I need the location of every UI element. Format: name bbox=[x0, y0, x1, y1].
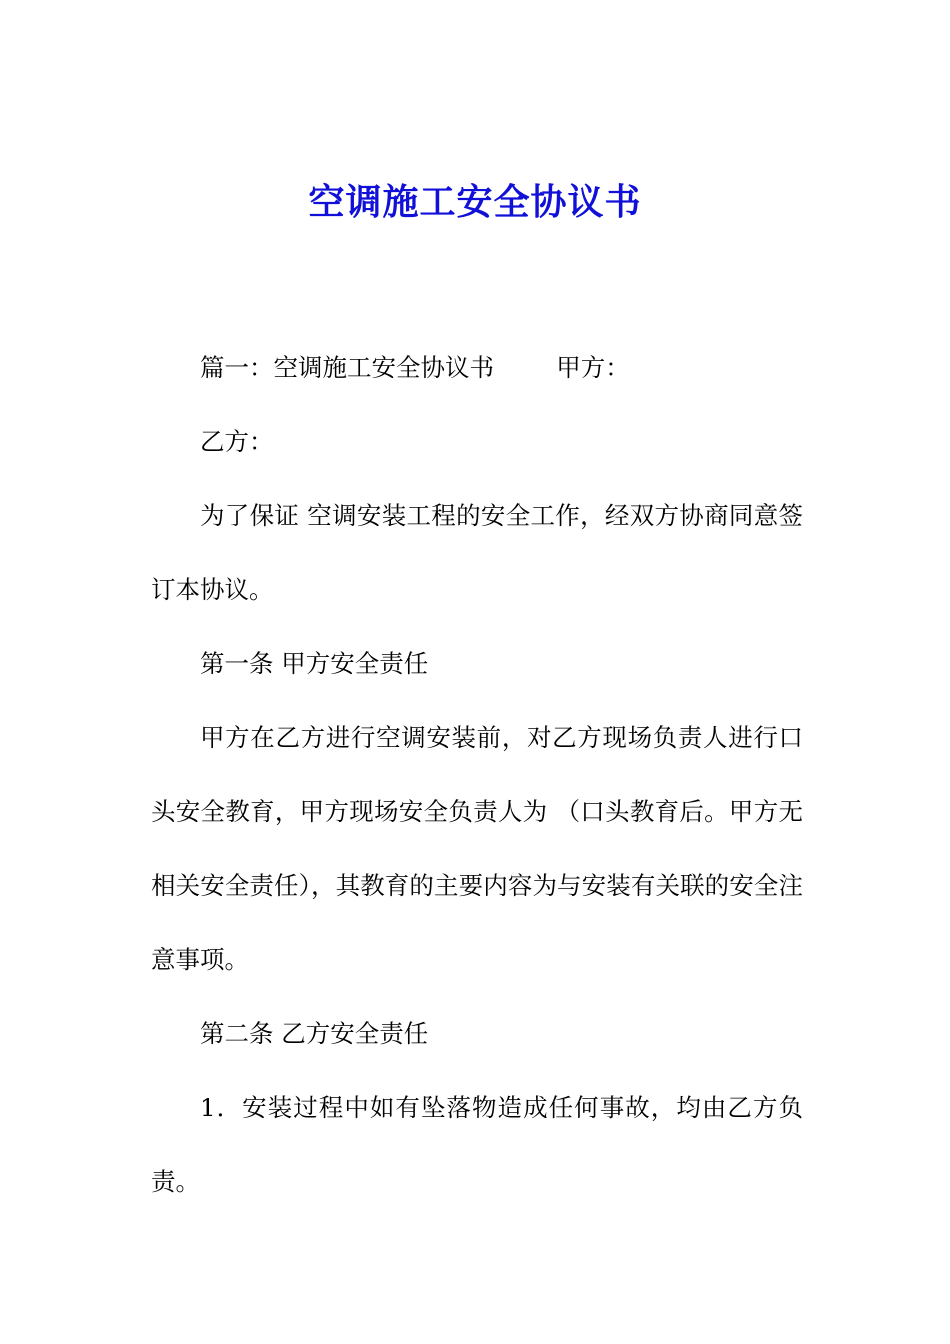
article-1-body: 甲方在乙方进行空调安装前，对乙方现场负责人进行口头安全教育，甲方现场安全负责人为 （口头教育后。甲方无相关安全责任），其教育的主要内容为与安装有关联的安全注意事项。 bbox=[151, 723, 803, 974]
document-title: 空调施工安全协议书 bbox=[308, 182, 642, 223]
article-2-heading: 第二条 乙方安全责任 bbox=[200, 1019, 429, 1048]
article-1-heading: 第一条 甲方安全责任 bbox=[200, 649, 429, 678]
paragraph-purpose: 为了保证 空调安装工程的安全工作，经双方协商同意签订本协议。 bbox=[151, 501, 803, 604]
document-body bbox=[151, 331, 803, 1219]
article-2-item-1: 1．安装过程中如有坠落物造成任何事故，均由乙方负责。 bbox=[151, 1093, 803, 1196]
paragraph-header-line: 篇一：空调施工安全协议书 甲方： bbox=[200, 353, 630, 382]
paragraph-party-b: 乙方： bbox=[200, 427, 274, 456]
